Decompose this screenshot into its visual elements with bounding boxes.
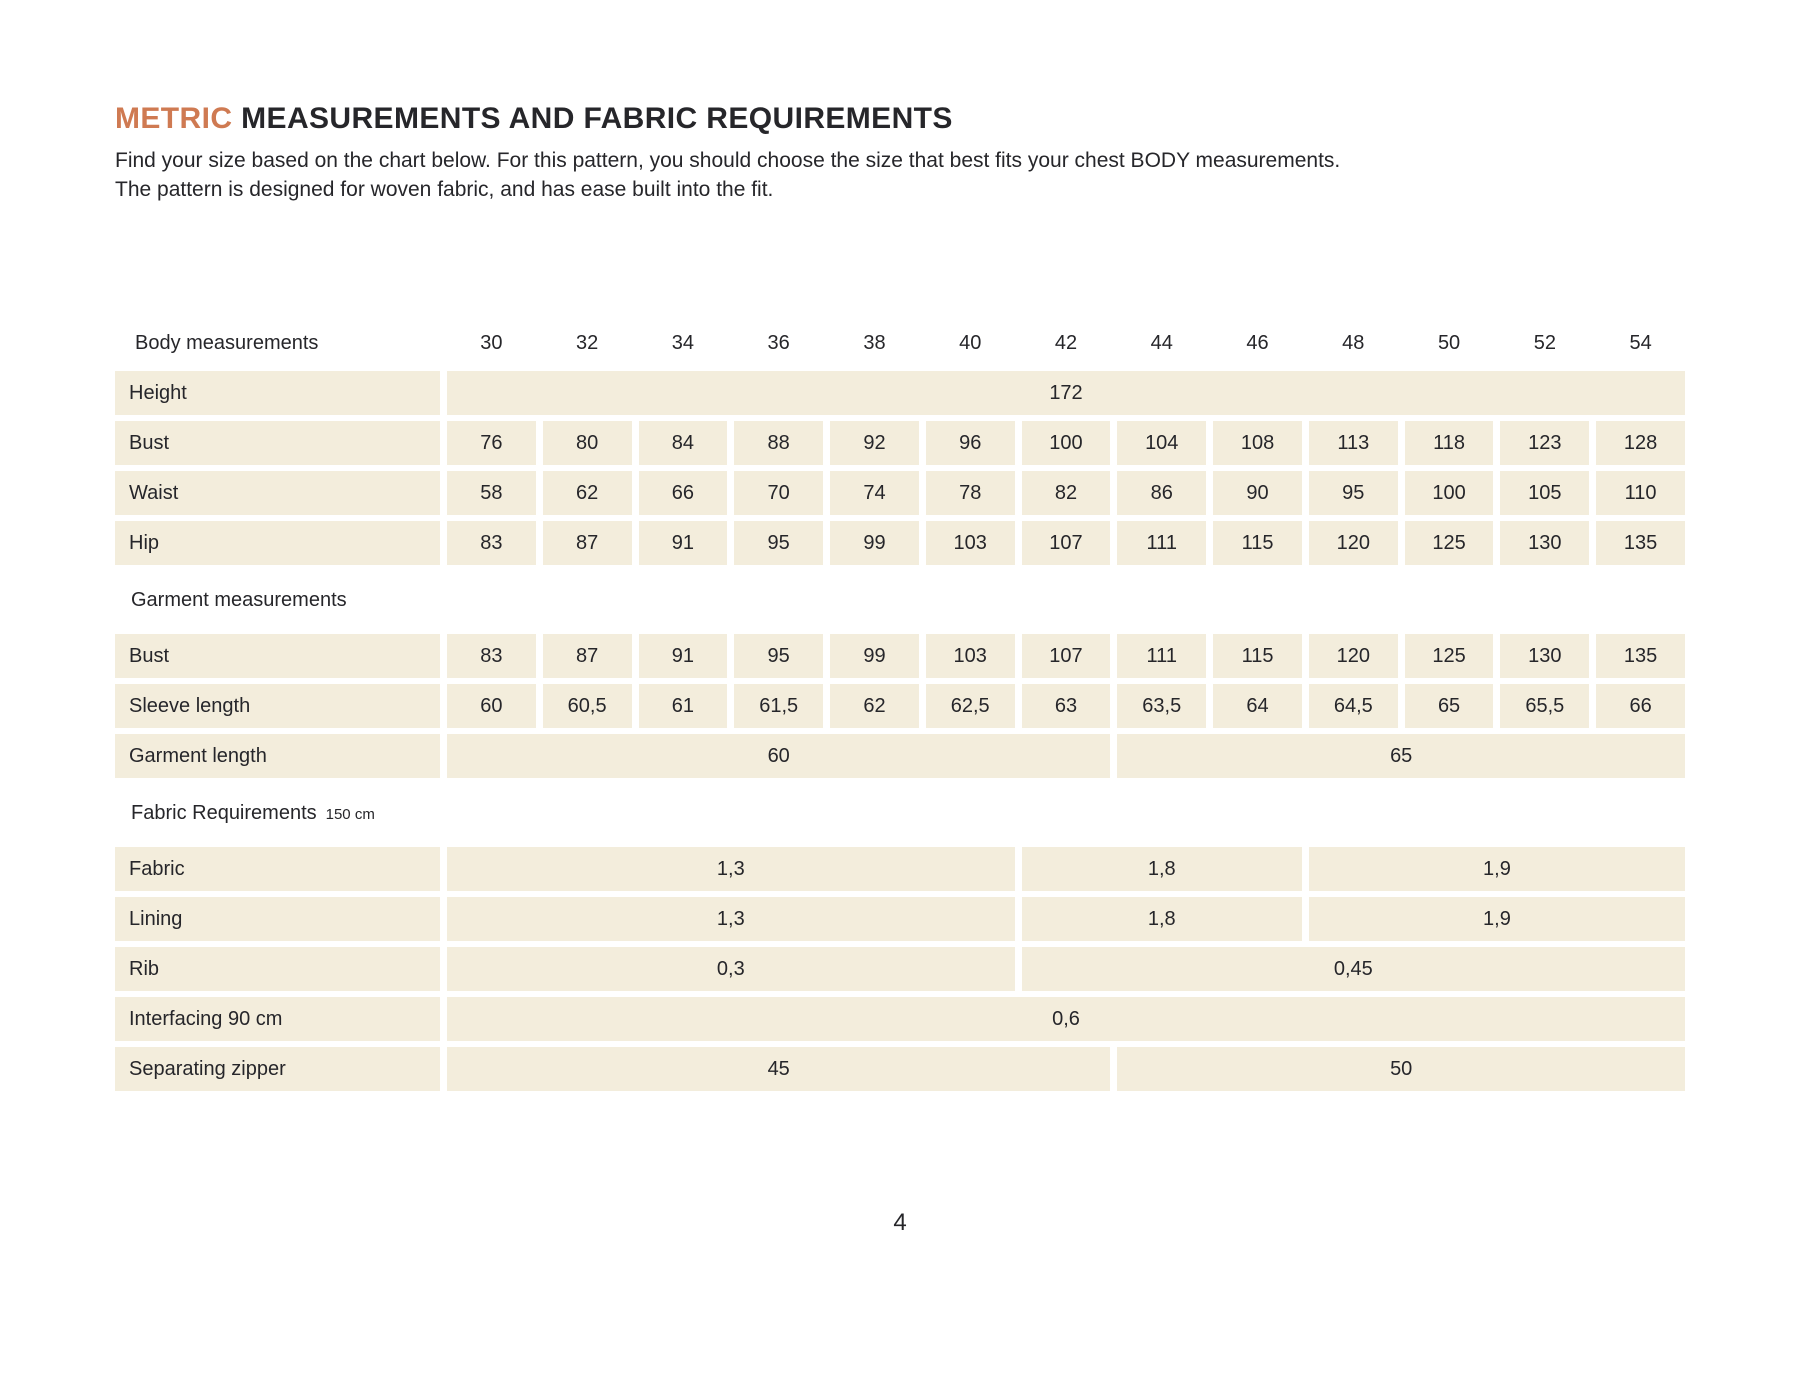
size-column-header: 40 bbox=[959, 331, 982, 354]
merged-value-cell: 0,3 bbox=[447, 947, 1015, 991]
value-cell: 64 bbox=[1213, 684, 1302, 728]
value-cell: 88 bbox=[734, 421, 823, 465]
row-label: Bust bbox=[115, 634, 440, 678]
value-cell: 128 bbox=[1596, 421, 1685, 465]
value-cell: 62 bbox=[543, 471, 632, 515]
value-cell: 87 bbox=[543, 634, 632, 678]
size-column-header: 32 bbox=[576, 331, 599, 354]
row-label: Interfacing 90 cm bbox=[115, 997, 440, 1041]
table-row bbox=[115, 521, 1685, 565]
size-column-header: 48 bbox=[1342, 331, 1365, 354]
size-column-header: 46 bbox=[1246, 331, 1269, 354]
value-cell: 66 bbox=[1596, 684, 1685, 728]
section-heading bbox=[115, 802, 1685, 828]
merged-value-cell: 65 bbox=[1117, 734, 1685, 778]
value-cell: 61,5 bbox=[734, 684, 823, 728]
table-row bbox=[115, 734, 1685, 778]
table-row bbox=[115, 371, 1685, 415]
value-cell: 76 bbox=[447, 421, 536, 465]
merged-value-cell: 1,8 bbox=[1022, 847, 1302, 891]
merged-value-cell: 1,3 bbox=[447, 897, 1015, 941]
value-cell: 92 bbox=[830, 421, 919, 465]
value-cell: 84 bbox=[639, 421, 728, 465]
intro-line-2: The pattern is designed for woven fabric, and has ease built into the fit. bbox=[115, 178, 774, 201]
value-cell: 74 bbox=[830, 471, 919, 515]
table-row bbox=[115, 634, 1685, 678]
table-row bbox=[115, 847, 1685, 891]
title-rest: MEASUREMENTS AND FABRIC REQUIREMENTS bbox=[241, 102, 953, 135]
value-cell: 70 bbox=[734, 471, 823, 515]
merged-value-cell: 1,9 bbox=[1309, 897, 1685, 941]
section-heading-text: Fabric Requirements bbox=[131, 802, 317, 824]
size-column-header: 52 bbox=[1533, 331, 1556, 354]
value-cell: 66 bbox=[639, 471, 728, 515]
merged-value-cell: 172 bbox=[447, 371, 1685, 415]
value-cell: 111 bbox=[1117, 634, 1206, 678]
value-cell: 111 bbox=[1117, 521, 1206, 565]
size-column-header: 54 bbox=[1629, 331, 1652, 354]
value-cell: 65,5 bbox=[1500, 684, 1589, 728]
value-cell: 91 bbox=[639, 521, 728, 565]
value-cell: 123 bbox=[1500, 421, 1589, 465]
merged-value-cell: 1,8 bbox=[1022, 897, 1302, 941]
size-column-header: 44 bbox=[1150, 331, 1173, 354]
merged-value-cell: 45 bbox=[447, 1047, 1110, 1091]
value-cell: 64,5 bbox=[1309, 684, 1398, 728]
row-label: Garment length bbox=[115, 734, 440, 778]
value-cell: 107 bbox=[1022, 521, 1111, 565]
value-cell: 115 bbox=[1213, 634, 1302, 678]
value-cell: 95 bbox=[734, 634, 823, 678]
intro-line-1: Find your size based on the chart below. For this pattern, you should choose the size that best fits your chest BODY measurements. bbox=[115, 149, 1341, 172]
table-header-row bbox=[115, 330, 1685, 356]
merged-value-cell: 0,6 bbox=[447, 997, 1685, 1041]
value-cell: 62 bbox=[830, 684, 919, 728]
value-cell: 58 bbox=[447, 471, 536, 515]
row-label: Rib bbox=[115, 947, 440, 991]
value-cell: 125 bbox=[1405, 521, 1494, 565]
value-cell: 80 bbox=[543, 421, 632, 465]
value-cell: 60 bbox=[447, 684, 536, 728]
row-label: Fabric bbox=[115, 847, 440, 891]
value-cell: 120 bbox=[1309, 634, 1398, 678]
value-cell: 91 bbox=[639, 634, 728, 678]
size-column-header: 36 bbox=[767, 331, 790, 354]
column-header-label: Body measurements bbox=[135, 331, 319, 354]
value-cell: 135 bbox=[1596, 634, 1685, 678]
size-column-header: 42 bbox=[1054, 331, 1078, 354]
value-cell: 78 bbox=[926, 471, 1015, 515]
value-cell: 90 bbox=[1213, 471, 1302, 515]
section-heading-text: Garment measurements bbox=[131, 589, 347, 611]
value-cell: 108 bbox=[1213, 421, 1302, 465]
value-cell: 103 bbox=[926, 634, 1015, 678]
value-cell: 105 bbox=[1500, 471, 1589, 515]
table-row bbox=[115, 897, 1685, 941]
value-cell: 95 bbox=[734, 521, 823, 565]
value-cell: 130 bbox=[1500, 634, 1589, 678]
section-heading bbox=[115, 589, 1685, 615]
page-number: 4 bbox=[893, 1209, 907, 1236]
value-cell: 113 bbox=[1309, 421, 1398, 465]
value-cell: 115 bbox=[1213, 521, 1302, 565]
value-cell: 100 bbox=[1405, 471, 1494, 515]
size-column-header: 30 bbox=[480, 331, 503, 354]
value-cell: 65 bbox=[1405, 684, 1494, 728]
table-row bbox=[115, 947, 1685, 991]
document-page bbox=[0, 102, 1800, 1237]
table-row bbox=[115, 997, 1685, 1041]
value-cell: 96 bbox=[926, 421, 1015, 465]
row-label: Waist bbox=[115, 471, 440, 515]
row-label: Height bbox=[115, 371, 440, 415]
row-label: Bust bbox=[115, 421, 440, 465]
value-cell: 63 bbox=[1022, 684, 1111, 728]
value-cell: 104 bbox=[1117, 421, 1206, 465]
value-cell: 103 bbox=[926, 521, 1015, 565]
table-row bbox=[115, 421, 1685, 465]
table-row bbox=[115, 471, 1685, 515]
value-cell: 87 bbox=[543, 521, 632, 565]
value-cell: 95 bbox=[1309, 471, 1398, 515]
merged-value-cell: 1,9 bbox=[1309, 847, 1685, 891]
table-row bbox=[115, 1047, 1685, 1091]
row-label: Sleeve length bbox=[115, 684, 440, 728]
value-cell: 63,5 bbox=[1117, 684, 1206, 728]
row-label: Hip bbox=[115, 521, 440, 565]
page-title bbox=[115, 102, 1685, 136]
row-label: Separating zipper bbox=[115, 1047, 440, 1091]
value-cell: 100 bbox=[1022, 421, 1111, 465]
merged-value-cell: 60 bbox=[447, 734, 1110, 778]
merged-value-cell: 0,45 bbox=[1022, 947, 1685, 991]
row-label: Lining bbox=[115, 897, 440, 941]
title-accent: METRIC bbox=[115, 102, 233, 135]
fabric-width-note: 150 cm bbox=[325, 806, 375, 823]
value-cell: 99 bbox=[830, 634, 919, 678]
value-cell: 118 bbox=[1405, 421, 1494, 465]
size-column-header: 34 bbox=[671, 331, 695, 354]
value-cell: 130 bbox=[1500, 521, 1589, 565]
value-cell: 60,5 bbox=[543, 684, 632, 728]
value-cell: 120 bbox=[1309, 521, 1398, 565]
value-cell: 110 bbox=[1596, 471, 1685, 515]
value-cell: 83 bbox=[447, 634, 536, 678]
value-cell: 82 bbox=[1022, 471, 1111, 515]
value-cell: 135 bbox=[1596, 521, 1685, 565]
value-cell: 99 bbox=[830, 521, 919, 565]
measurement-table bbox=[115, 330, 1685, 1091]
value-cell: 61 bbox=[639, 684, 728, 728]
value-cell: 125 bbox=[1405, 634, 1494, 678]
size-column-header: 38 bbox=[863, 331, 886, 354]
value-cell: 107 bbox=[1022, 634, 1111, 678]
value-cell: 86 bbox=[1117, 471, 1206, 515]
size-column-header: 50 bbox=[1437, 331, 1461, 354]
value-cell: 62,5 bbox=[926, 684, 1015, 728]
intro-paragraph bbox=[115, 146, 1685, 204]
table-row bbox=[115, 684, 1685, 728]
merged-value-cell: 1,3 bbox=[447, 847, 1015, 891]
value-cell: 83 bbox=[447, 521, 536, 565]
merged-value-cell: 50 bbox=[1117, 1047, 1685, 1091]
